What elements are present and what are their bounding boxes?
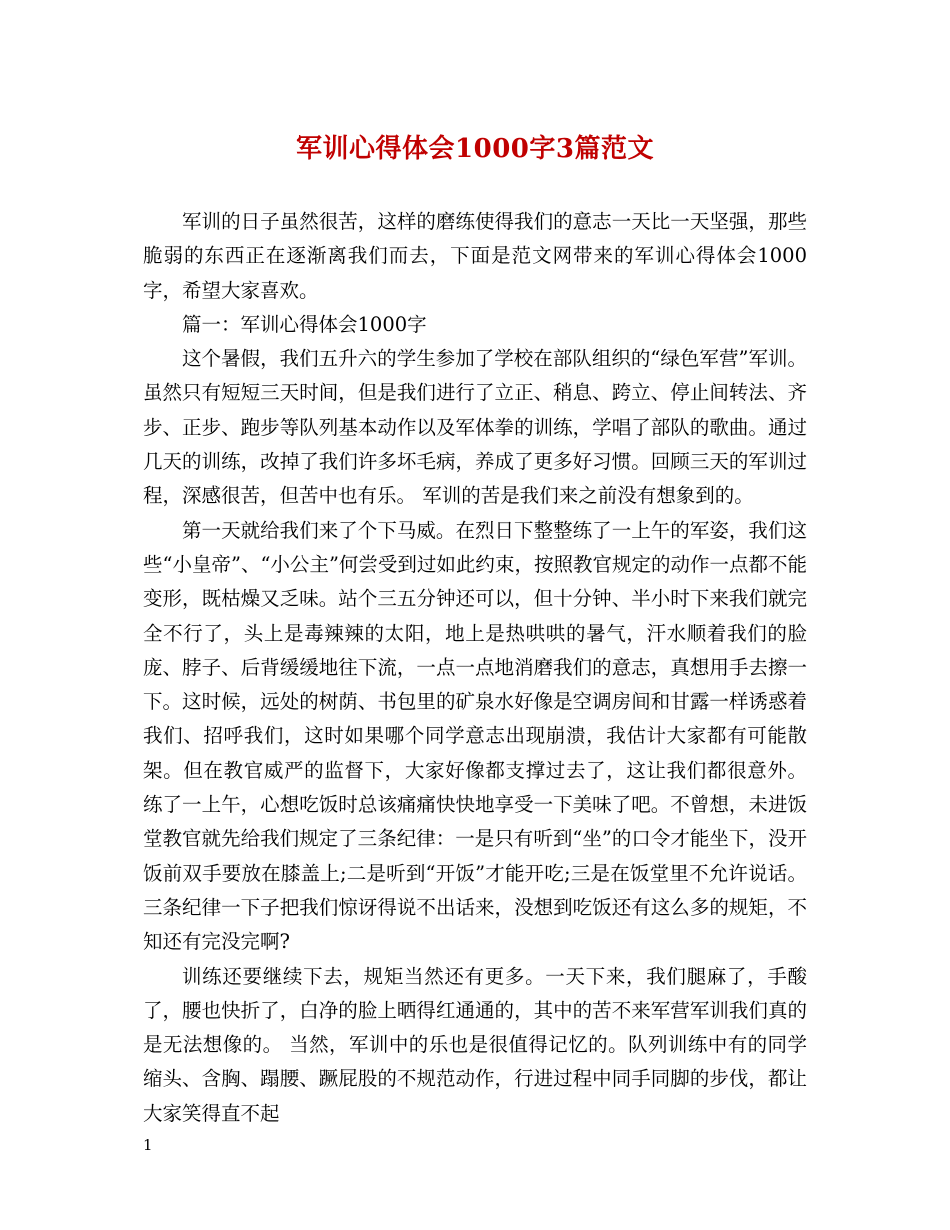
intro-paragraph: 军训的日子虽然很苦，这样的磨练使得我们的意志一天比一天坚强，那些脆弱的东西正在逐渐离我们而去，下面是范文网带来的军训心得体会1000字，希望大家喜欢。 [143,210,807,302]
body-paragraph: 这个暑假，我们五升六的学生参加了学校在部队组织的“绿色军营”军训。虽然只有短短三天时间，但是我们进行了立正、稍息、跨立、停止间转法、齐步、正步、跑步等队列基本动作以及军体拳的训练，学唱了部队的歌曲。通过几天的训练，改掉了我们许多坏毛病，养成了更多好习惯。回顾三天的军训过程，深感很苦，但苦中也有乐。 军训的苦是我们来之前没有想象到的。 [143,347,807,508]
section-heading: 篇一：军训心得体会1000字 [182,312,427,336]
document-body [143,205,807,1131]
page-number: 1 [143,1136,153,1154]
body-paragraph: 训练还要继续下去，规矩当然还有更多。一天下来，我们腿麻了，手酸了，腰也快折了，白净的脸上晒得红通通的，其中的苦不来军营军训我们真的是无法想像的。 当然，军训中的乐也是很值得记忆的。队列训练中有的同学缩头、含胸、蹋腰、蹶屁股的不规范动作，行进过程中同手同脚的步伐，都让大家笑得直不起 [143,964,807,1125]
body-paragraph: 第一天就给我们来了个下马威。在烈日下整整练了一上午的军姿，我们这些“小皇帝”、“小公主”何尝受到过如此约束，按照教官规定的动作一点都不能变形，既枯燥又乏味。站个三五分钟还可以，但十分钟、半小时下来我们就完全不行了，头上是毒辣辣的太阳，地上是热哄哄的暑气，汗水顺着我们的脸庞、脖子、后背缓缓地往下流，一点一点地消磨我们的意志，真想用手去擦一下。这时候，远处的树荫、书包里的矿泉水好像是空调房间和甘露一样诱惑着我们、招呼我们，这时如果哪个同学意志出现崩溃，我估计大家都有可能散架。但在教官威严的监督下，大家好像都支撑过去了，这让我们都很意外。 练了一上午，心想吃饭时总该痛痛快快地享受一下美味了吧。不曾想，未进饭堂教官就先给我们规定了三条纪律：一是只有听到“坐”的口令才能坐下，没开饭前双手要放在膝盖上;二是听到“开饭”才能开吃;三是在饭堂里不允许说话。三条纪律一下子把我们惊讶得说不出话来，没想到吃饭还有这么多的规矩，不知还有完没完啊? [143,518,807,954]
document-title: 军训心得体会1000字3篇范文 [296,134,654,164]
